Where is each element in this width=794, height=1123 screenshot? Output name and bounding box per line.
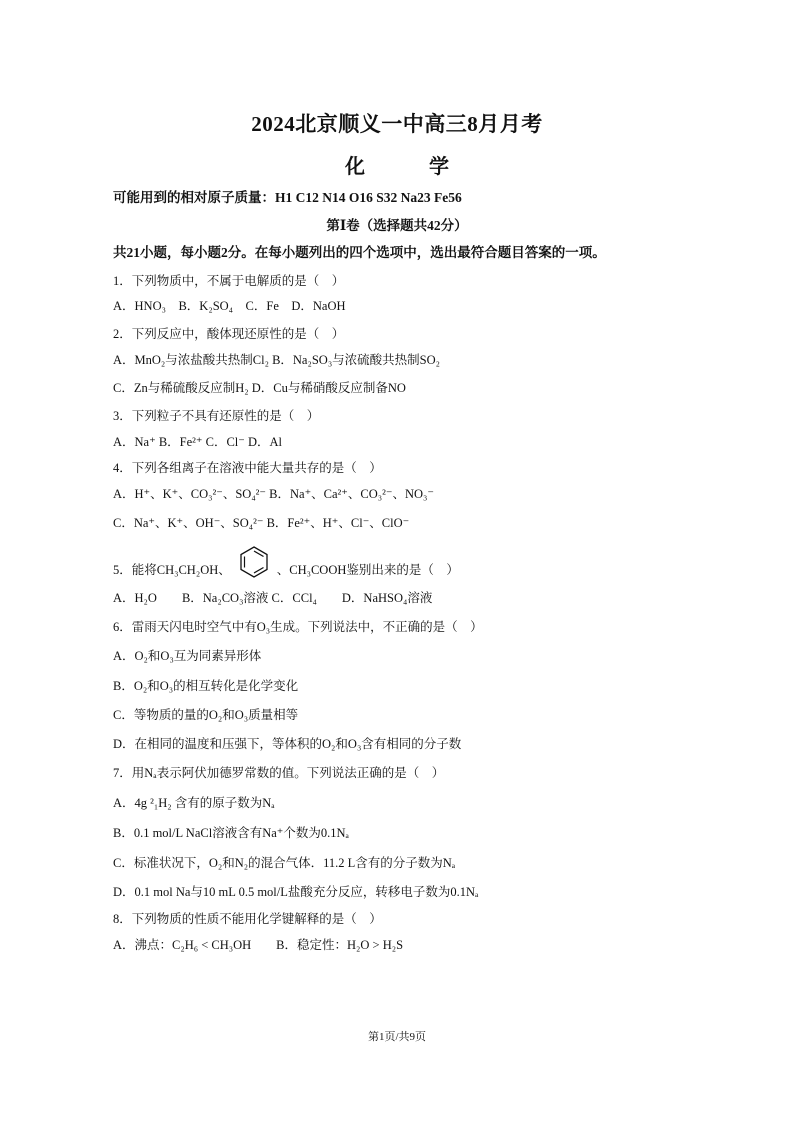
question-6-option-c: C．等物质的量的O₂和O₃质量相等 <box>113 708 299 722</box>
atomic-mass-line: 可能用到的相对原子质量：H1 C12 N14 O16 S32 Na23 Fe56 <box>113 190 462 205</box>
question-6: 6．雷雨天闪电时空气中有O₃生成。下列说法中，不正确的是（ ） <box>113 620 483 634</box>
question-3-options: A．Na⁺ B．Fe²⁺ C．Cl⁻ D．Al <box>113 435 283 449</box>
question-6-option-a: A．O₂和O₃互为同素异形体 <box>113 649 262 663</box>
part-title: 第Ⅰ卷（选择题共42分） <box>326 218 468 233</box>
question-6-option-b: B．O₂和O₃的相互转化是化学变化 <box>113 679 299 693</box>
question-7-option-b: B．0.1 mol/L NaCl溶液含有Na⁺个数为0.1Nₐ <box>113 826 349 840</box>
question-7: 7．用Nₐ表示阿伏加德罗常数的值。下列说法正确的是（ ） <box>113 766 445 780</box>
question-5-options: A．H₂O B．Na₂CO₃溶液 C．CCl₄ D．NaHSO₄溶液 <box>113 591 433 605</box>
subject-title: 化 学 <box>345 156 471 178</box>
question-8-options-ab: A．沸点：C₂H₆ < CH₃OH B．稳定性：H₂O > H₂S <box>113 938 404 952</box>
question-4-options-ab: A．H⁺、K⁺、CO₃²⁻、SO₄²⁻ B．Na⁺、Ca²⁺、CO₃²⁻、NO₃⁻ <box>113 487 434 501</box>
question-1: 1．下列物质中，不属于电解质的是（ ） <box>113 274 345 288</box>
question-8: 8．下列物质的性质不能用化学键解释的是（ ） <box>113 912 382 926</box>
page-title: 2024北京顺义一中高三8月月考 <box>251 112 543 136</box>
question-3: 3．下列粒子不具有还原性的是（ ） <box>113 409 320 423</box>
question-7-option-a: A．4g ²₁H₂ 含有的原子数为Nₐ <box>113 796 275 810</box>
question-4-options-cd: C．Na⁺、K⁺、OH⁻、SO₄²⁻ B．Fe²⁺、H⁺、Cl⁻、ClO⁻ <box>113 516 410 530</box>
question-5 <box>113 562 459 578</box>
question-7-option-c: C．标准状况下，O₂和N₂的混合气体．11.2 L含有的分子数为Nₐ <box>113 856 456 870</box>
question-7-option-d: D．0.1 mol Na与10 mL 0.5 mol/L盐酸充分反应，转移电子数为0.1Nₐ <box>113 885 479 899</box>
question-4: 4．下列各组离子在溶液中能大量共存的是（ ） <box>113 461 382 475</box>
page-number: 第1页/共9页 <box>367 1031 427 1043</box>
question-1-options: A．HNO₃ B．K₂SO₄ C．Fe D．NaOH <box>113 299 346 313</box>
question-2-options-cd: C．Zn与稀硫酸反应制H₂ D．Cu与稀硝酸反应制备NO <box>113 381 406 395</box>
question-6-option-d: D．在相同的温度和压强下，等体积的O₂和O₃含有相同的分子数 <box>113 737 462 751</box>
instruction-line: 共21小题，每小题2分。在每小题列出的四个选项中，选出最符合题目答案的一项。 <box>113 245 606 260</box>
question-2: 2．下列反应中，酸体现还原性的是（ ） <box>113 327 345 341</box>
question-2-options-ab: A．MnO₂与浓盐酸共热制Cl₂ B．Na₂SO₃与浓硫酸共热制SO₂ <box>113 353 441 367</box>
question-5-part-a: 5．能将CH₃CH₂OH、 <box>113 563 231 577</box>
benzene-ring-icon <box>238 545 270 579</box>
question-5-part-b: 、CH₃COOH鉴别出来的是（ ） <box>276 563 459 577</box>
